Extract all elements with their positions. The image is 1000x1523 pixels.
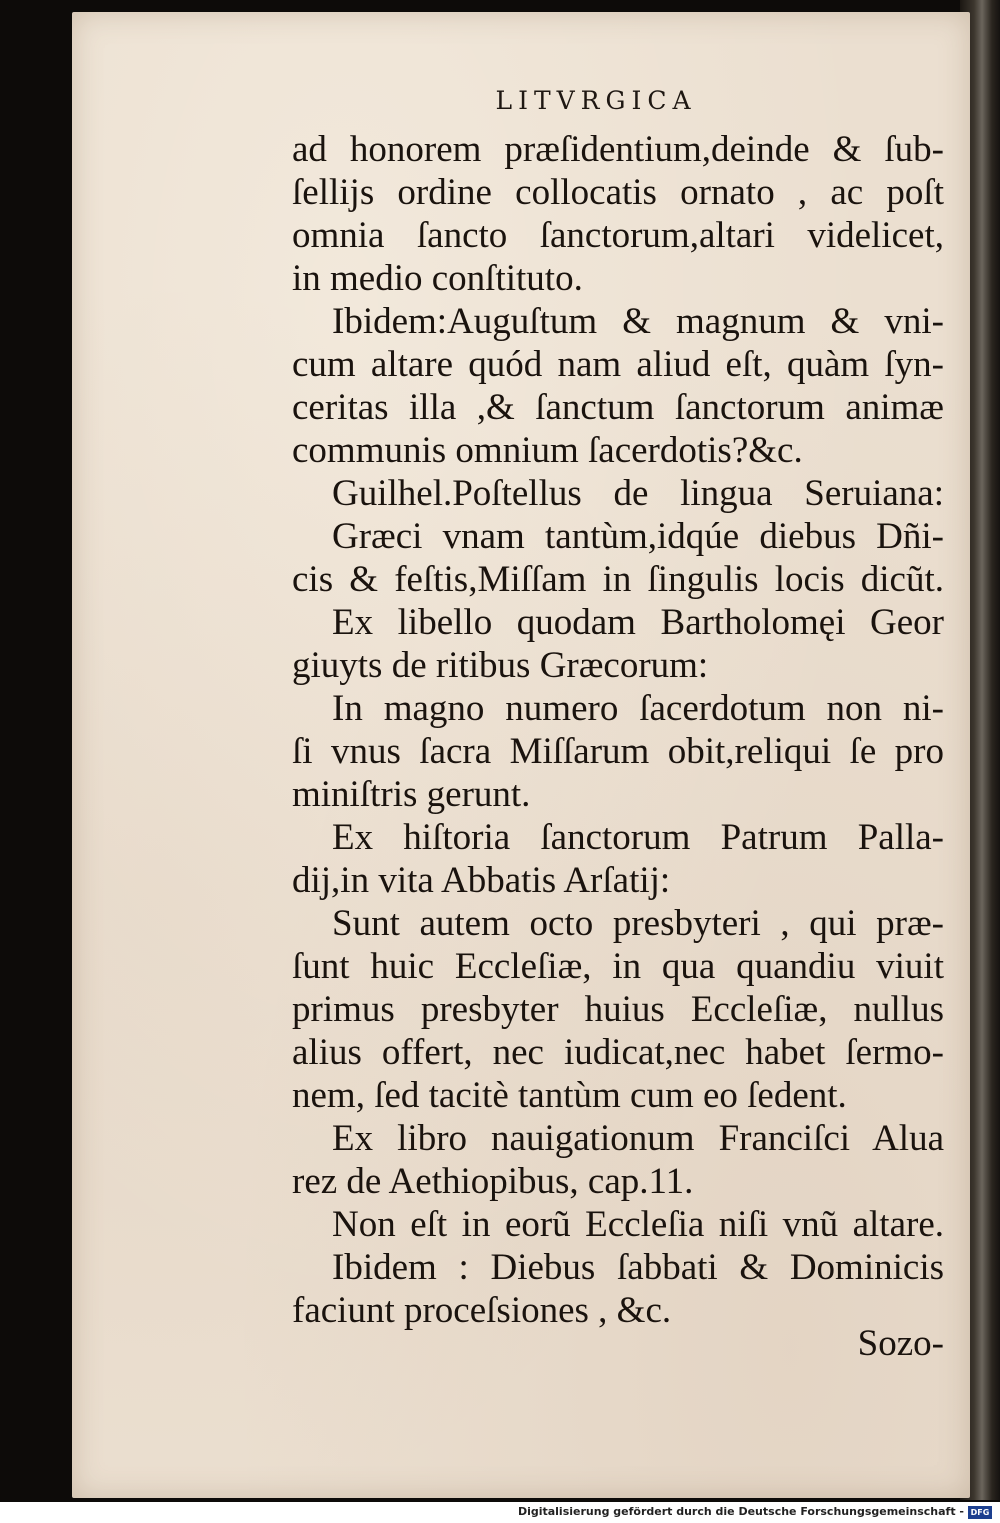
text-line: Ex libro nauigationum Franciſci Alua xyxy=(332,1118,944,1159)
text-line: ſunt huic Eccleſiæ, in qua quandiu viuit xyxy=(292,946,944,987)
dfg-logo: DFG xyxy=(968,1506,992,1519)
text-line: Græci vnam tantùm,idqúe diebus Dñi- xyxy=(332,516,944,557)
text-line: alius offert, nec iudicat,nec habet ſermo- xyxy=(292,1032,944,1073)
text-line: in medio conſtituto. xyxy=(292,258,583,299)
text-line: cis & feſtis,Miſſam in ſingulis locis dicũt. xyxy=(292,559,944,600)
body-text xyxy=(292,128,944,1332)
text-line: cum altare quód nam aliud eſt, quàm ſyn- xyxy=(292,344,944,385)
text-line: rez de Aethiopibus, cap.11. xyxy=(292,1161,694,1202)
text-line: ſi vnus ſacra Miſſarum obit,reliqui ſe pro xyxy=(292,731,944,772)
text-line: ad honorem præſidentium,deinde & ſub- xyxy=(292,129,944,170)
text-line: ceritas illa ,& ſanctum ſanctorum animæ xyxy=(292,387,944,428)
text-line: primus presbyter huius Eccleſiæ, nullus xyxy=(292,989,944,1030)
text-line: communis omnium ſacerdotis?&c. xyxy=(292,430,803,471)
text-line: miniſtris gerunt. xyxy=(292,774,531,815)
text-line: Non eſt in eorũ Eccleſia niſi vnũ altare. xyxy=(332,1204,944,1245)
text-line: Sunt autem octo presbyteri , qui præ- xyxy=(332,903,944,944)
text-line: faciunt proceſsiones , &c. xyxy=(292,1290,672,1331)
text-line: Ex hiſtoria ſanctorum Patrum Palla- xyxy=(332,817,944,858)
catchword: Sozo- xyxy=(857,1323,944,1364)
funding-credit: Digitalisierung gefördert durch die Deutsche Forschungsgemeinschaft - xyxy=(517,1505,964,1518)
text-line: omnia ſancto ſanctorum,altari videlicet, xyxy=(292,215,944,256)
text-line: Ibidem:Auguſtum & magnum & vni- xyxy=(332,301,944,342)
text-line: Guilhel.Poſtellus de lingua Seruiana: xyxy=(332,473,944,514)
text-line: dij,in vita Abbatis Arſatij: xyxy=(292,860,671,901)
text-line: Ibidem : Diebus ſabbati & Dominicis xyxy=(332,1247,944,1288)
text-line: nem, ſed tacitè tantùm cum eo ſedent. xyxy=(292,1075,847,1116)
running-head: LITVRGICA xyxy=(495,86,697,115)
text-line: giuyts de ritibus Græcorum: xyxy=(292,645,709,686)
text-line: In magno numero ſacerdotum non ni- xyxy=(332,688,944,729)
text-line: Ex libello quodam Bartholomęi Geor xyxy=(332,602,944,643)
text-line: ſellijs ordine collocatis ornato , ac poſt xyxy=(292,172,944,213)
